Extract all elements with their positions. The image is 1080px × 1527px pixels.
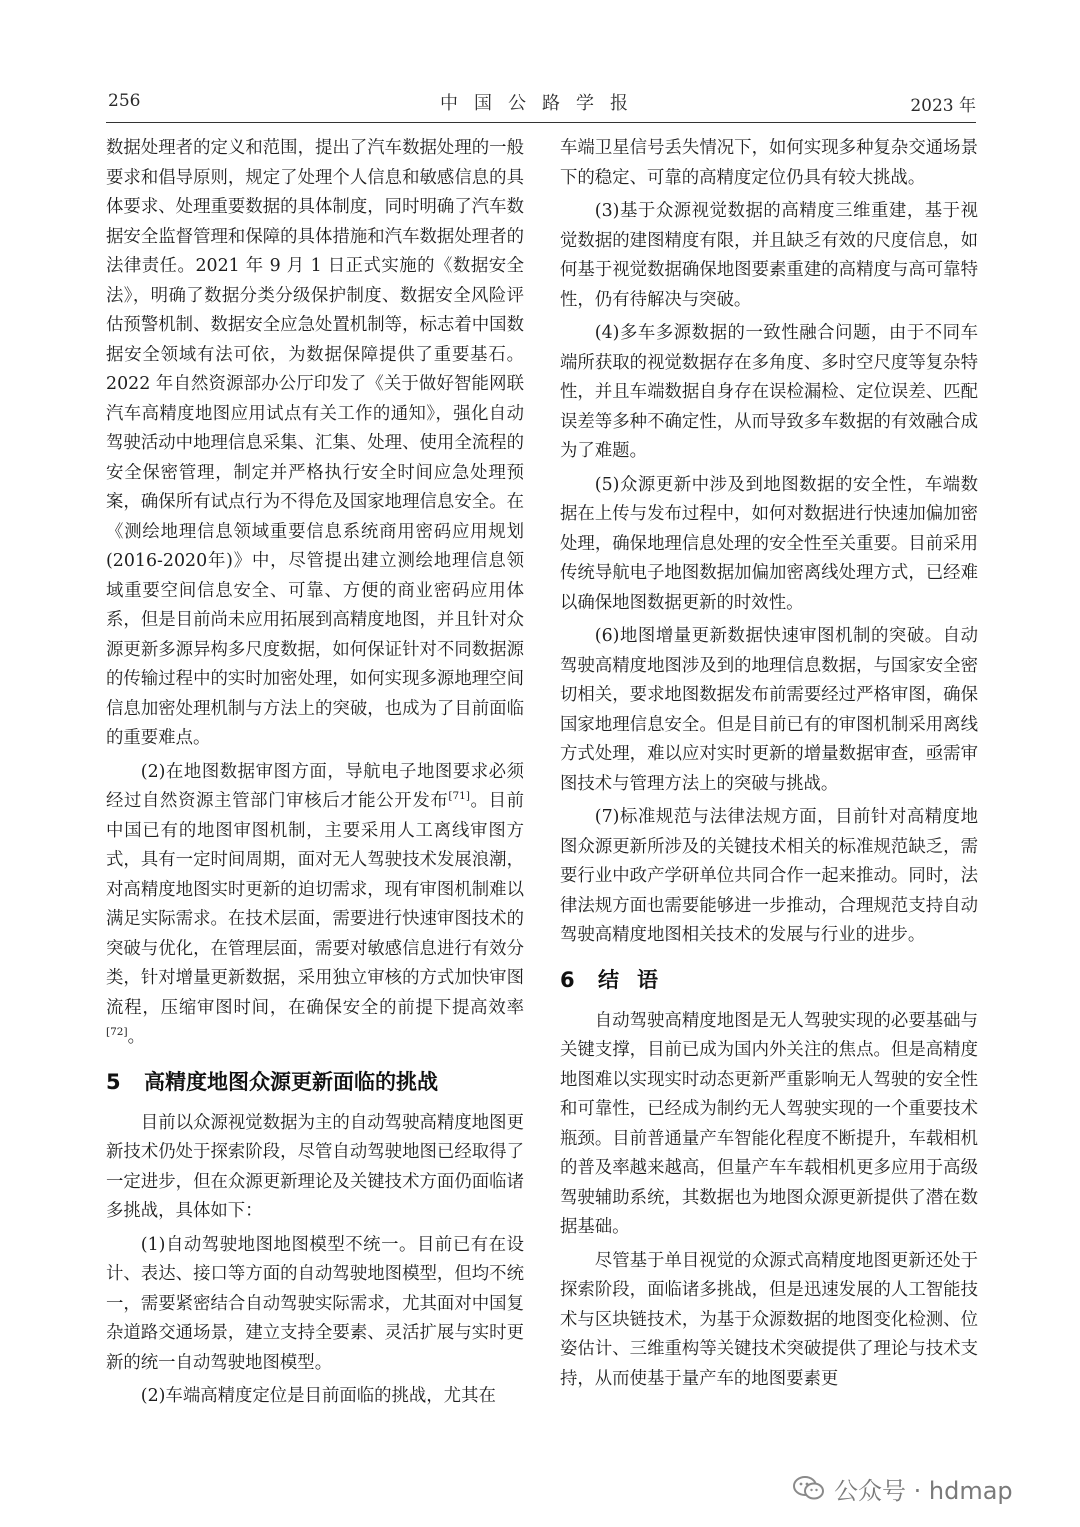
- publication-year: 2023 年: [910, 96, 976, 116]
- section-number: 6: [560, 967, 575, 992]
- header-rule: [106, 122, 976, 123]
- paragraph: 数据处理者的定义和范围，提出了汽车数据处理的一般要求和倡导原则，规定了处理个人信息和敏感信息的具体要求、处理重要数据的具体制度，同时明确了汽车数据安全监督管理和保障的具体措施和汽车数据处理者的法律责任。2021 年 9 月 1 日正式实施的《数据安全法》，明确了数据分类分级保护制度、数据安全风险评估预警机制、数据安全应急处置机制等，标志着中国数据安全领域有法可依，为数据保障提供了重要基石。2022 年自然资源部办公厅印发了《关于做好智能网联汽车高精度地图应用试点有关工作的通知》，强化自动驾驶活动中地理信息采集、汇集、处理、使用全流程的安全保密管理，制定并严格执行安全时间应急处理预案，确保所有试点行为不得危及国家地理信息安全。在《测绘地理信息领域重要信息系统商用密码应用规划(2016-2020年)》中，尽管提出建立测绘地理信息领域重要空间信息安全、可靠、方便的商业密码应用体系，但是目前尚未应用拓展到高精度地图，并且针对众源更新多源异构多尺度数据，如何保证针对不同数据源的传输过程中的实时加密处理，如何实现多源地理空间信息加密处理机制与方法上的突破，也成为了目前面临的重要难点。: [106, 138, 524, 748]
- section-title: 高精度地图众源更新面临的挑战: [144, 1069, 438, 1094]
- page-header: [108, 88, 976, 118]
- paragraph: (3)基于众源视觉数据的高精度三维重建，基于视觉数据的建图精度有限，并且缺乏有效的尺度信息，如何基于视觉数据确保地图要素重建的高精度与高可靠特性，仍有待解决与突破。: [560, 201, 978, 310]
- citation-ref: [72]: [106, 1026, 128, 1039]
- paragraph: (2)车端高精度定位是目前面临的挑战，尤其在: [140, 1386, 496, 1406]
- paragraph-audit: [106, 758, 524, 1053]
- left-column: [106, 134, 524, 1416]
- paragraph-text: 。: [127, 1027, 145, 1047]
- paragraph-text: 。目前中国已有的地图审图机制，主要采用人工离线审图方式，具有一定时间周期，面对无人驾驶技术发展浪潮，对高精度地图实时更新的迫切需求，现有审图机制难以满足实际需求。在技术层面，需要进行快速审图技术的突破与优化，在管理层面，需要对敏感信息进行有效分类，针对增量更新数据，采用独立审核的方式加快审图流程，压缩审图时间，在确保安全的前提下提高效率: [106, 791, 524, 1018]
- section-heading-5: [106, 1067, 524, 1097]
- section-number: 5: [106, 1069, 121, 1094]
- paragraph: 尽管基于单目视觉的众源式高精度地图更新还处于探索阶段，面临诸多挑战，但是迅速发展的人工智能技术与区块链技术，为基于众源数据的地图变化检测、位姿估计、三维重构等关键技术突破提供了理论与技术支持，从而使基于量产车的地图要素更: [560, 1250, 978, 1389]
- section-heading-6: [560, 965, 978, 995]
- paragraph: (7)标准规范与法律法规方面，目前针对高精度地图众源更新所涉及的关键技术相关的标准规范缺乏，需要行业中政产学研单位共同合作一起来推动。同时，法律法规方面也需要能够进一步推动，合理规范支持自动驾驶高精度地图相关技术的发展与行业的进步。: [560, 807, 978, 945]
- watermark-text: 公众号 · hdmap: [834, 1476, 1013, 1505]
- paragraph: 目前以众源视觉数据为主的自动驾驶高精度地图更新技术仍处于探索阶段，尽管自动驾驶地图已经取得了一定进步，但在众源更新理论及关键技术方面仍面临诸多挑战，具体如下：: [106, 1112, 524, 1221]
- paragraph: (5)众源更新中涉及到地图数据的安全性，车端数据在上传与发布过程中，如何对数据进行快速加偏加密处理，确保地理信息处理的安全性至关重要。目前采用传统导航电子地图数据加偏加密离线处理方式，已经难以确保地图数据更新的时效性。: [560, 474, 978, 613]
- wechat-icon: [792, 1474, 826, 1502]
- paragraph: 自动驾驶高精度地图是无人驾驶实现的必要基础与关键支撑，目前已成为国内外关注的焦点。但是高精度地图难以实现实时动态更新严重影响无人驾驶的安全性和可靠性，已经成为制约无人驾驶实现的一个重要技术瓶颈。目前普通量产车智能化程度不断提升，车载相机的普及率越来越高，但量产车车载相机更多应用于高级驾驶辅助系统，其数据也为地图众源更新提供了潜在数据基础。: [560, 1010, 978, 1237]
- journal-title: 中国公路学报: [440, 93, 644, 114]
- watermark: [792, 1468, 1013, 1508]
- paragraph: (4)多车多源数据的一致性融合问题，由于不同车端所获取的视觉数据存在多角度、多时空尺度等复杂特性，并且车端数据自身存在误检漏检、定位误差、匹配误差等多种不确定性，从而导致多车数据的有效融合成为了难题。: [560, 323, 978, 461]
- citation-ref: [71]: [448, 790, 470, 803]
- page-number: 256: [108, 91, 141, 111]
- paragraph: (6)地图增量更新数据快速审图机制的突破。自动驾驶高精度地图涉及到的地理信息数据，与国家安全密切相关，要求地图数据发布前需要经过严格审图，确保国家地理信息安全。但是目前已有的审图机制采用离线方式处理，难以应对实时更新的增量数据审查，亟需审图技术与管理方法上的突破与挑战。: [560, 626, 978, 794]
- paragraph-text: (2)在地图数据审图方面，导航电子地图要求必须经过自然资源主管部门审核后才能公开发布: [106, 761, 524, 811]
- right-column: [560, 134, 978, 1398]
- section-title: 结语: [598, 967, 676, 992]
- paragraph: 车端卫星信号丢失情况下，如何实现多种复杂交通场景下的稳定、可靠的高精度定位仍具有较大挑战。: [560, 138, 978, 188]
- paragraph: (1)自动驾驶地图地图模型不统一。目前已有在设计、表达、接口等方面的自动驾驶地图模型，但均不统一，需要紧密结合自动驾驶实际需求，尤其面对中国复杂道路交通场景，建立支持全要素、灵活扩展与实时更新的统一自动驾驶地图模型。: [106, 1234, 524, 1373]
